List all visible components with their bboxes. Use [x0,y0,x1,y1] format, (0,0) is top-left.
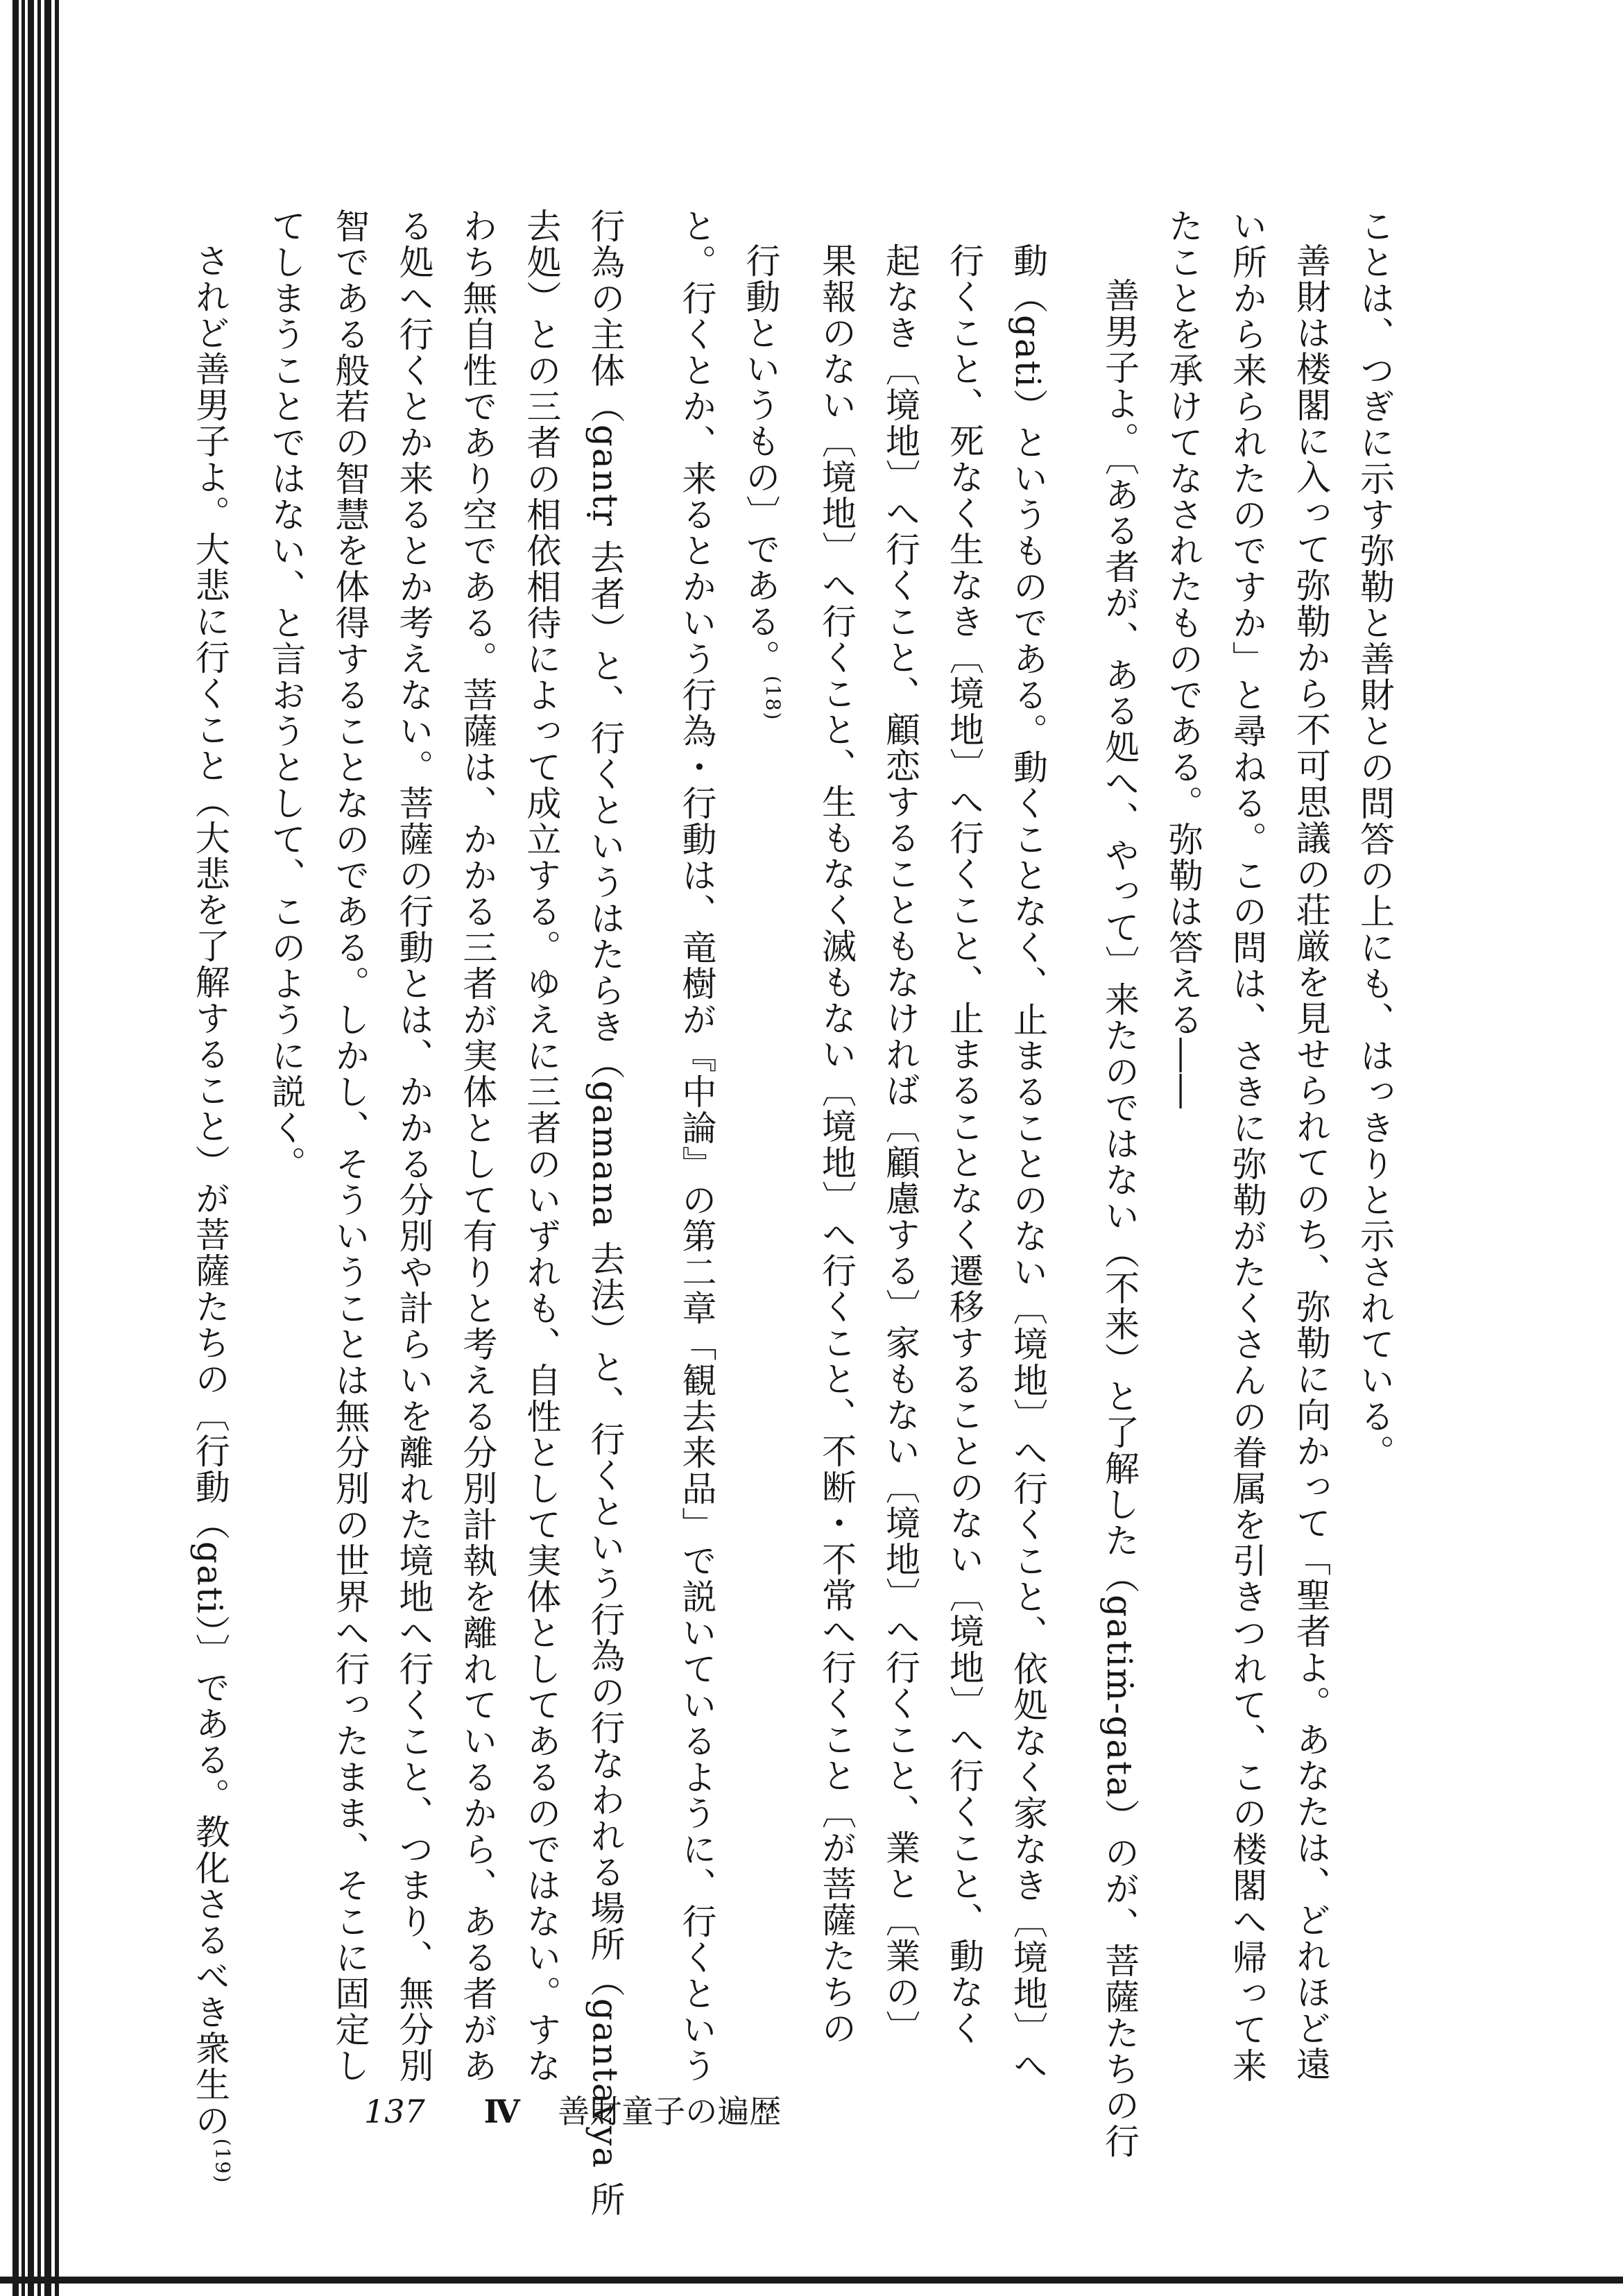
page-bottom-edge [0,2277,1623,2284]
text-line-with-note [178,208,255,2184]
text-line: たことを承けてなされたものである。弥勒は答える―― [1163,208,1203,1110]
page-binding-edge [12,0,64,2296]
page-number: 137 [364,2093,425,2130]
quote-line: 起なき〔境地〕へ行くこと、顧恋することもなければ〔顧慮する〕家もない〔境地〕へ行くこと、業と〔業の〕 [880,243,920,2046]
quote-line: 行動というもの〕である。 [740,243,781,676]
footnote-marker-18: (18) [762,676,784,721]
footnote-marker-19: (19) [211,2138,234,2184]
quote-line: 善男子よ。〔ある者が、ある処へ、やって〕来たのではない（不来）と了解した（gatiṁ-gata）のが、菩薩たちの行 [1099,277,1140,2159]
text-line: 行為の主体（gantṛ 去者）と、行くというはたらき（gamana 去法）と、行くという行為の行なわれる場所（gantavya 所 [585,208,626,2218]
text-line: てしまうことではない、と言おうとして、このように説く。 [266,208,307,1182]
text-line: 善財は楼閣に入って弥勒から不可思議の荘厳を見せられてのち、弥勒に向かって「聖者よ。あなたは、どれほど遠 [1291,243,1331,2082]
quote-line-with-note [728,208,805,2039]
chapter-numeral: Ⅳ [483,2093,520,2130]
text-line: る処へ行くとか来るとか考えない。菩薩の行動とは、かかる分別や計らいを離れた境地へ行くこと、つまり、無分別 [393,208,434,2084]
text-line: ことは、つぎに示す弥勒と善財との問答の上にも、はっきりと示されている。 [1355,208,1395,1471]
text-line: 智である般若の智慧を体得することなのである。しかし、そういうことは無分別の世界へ行ったまま、そこに固定し [329,208,370,2084]
quote-line: 果報のない〔境地〕へ行くこと、生もなく滅もない〔境地〕へ行くこと、不断・不常へ行くこと〔が菩薩たちの [816,243,857,2046]
text-line: 去処）との三者の相依相待によって成立する。ゆえに三者のいずれも、自性として実体としてあるのではない。すな [521,208,562,2084]
quote-line: 行くこと、死なく生なき〔境地〕へ行くこと、止まることなく遷移することのない〔境地〕へ行くこと、動なく [944,243,984,2046]
chapter-title: 善財童子の遍歴 [558,2093,782,2130]
quote-line: 動（gati）というものである。動くことなく、止まることのない〔境地〕へ行くこと、依処なく家なき〔境地〕へ [1008,243,1048,2084]
text-line: い所から来られたのですか」と尋ねる。この問は、さきに弥勒がたくさんの眷属を引きつれて、この楼閣へ帰って来 [1227,208,1267,2084]
text-line: と。行くとか、来るとかいう行為・行動は、竜樹が『中論』の第二章「観去来品」で説いているように、行くという [676,208,717,2084]
text-line: されど善男子よ。大悲に行くこと（大悲を了解すること）が菩薩たちの〔行動（gati）〕である。教化さるべき衆生の [189,243,230,2139]
text-line: わち無自性であり空である。菩薩は、かかる三者が実体として有りと考える分別計執を離れているから、ある者があ [457,208,498,2084]
page-footer [364,2087,781,2132]
